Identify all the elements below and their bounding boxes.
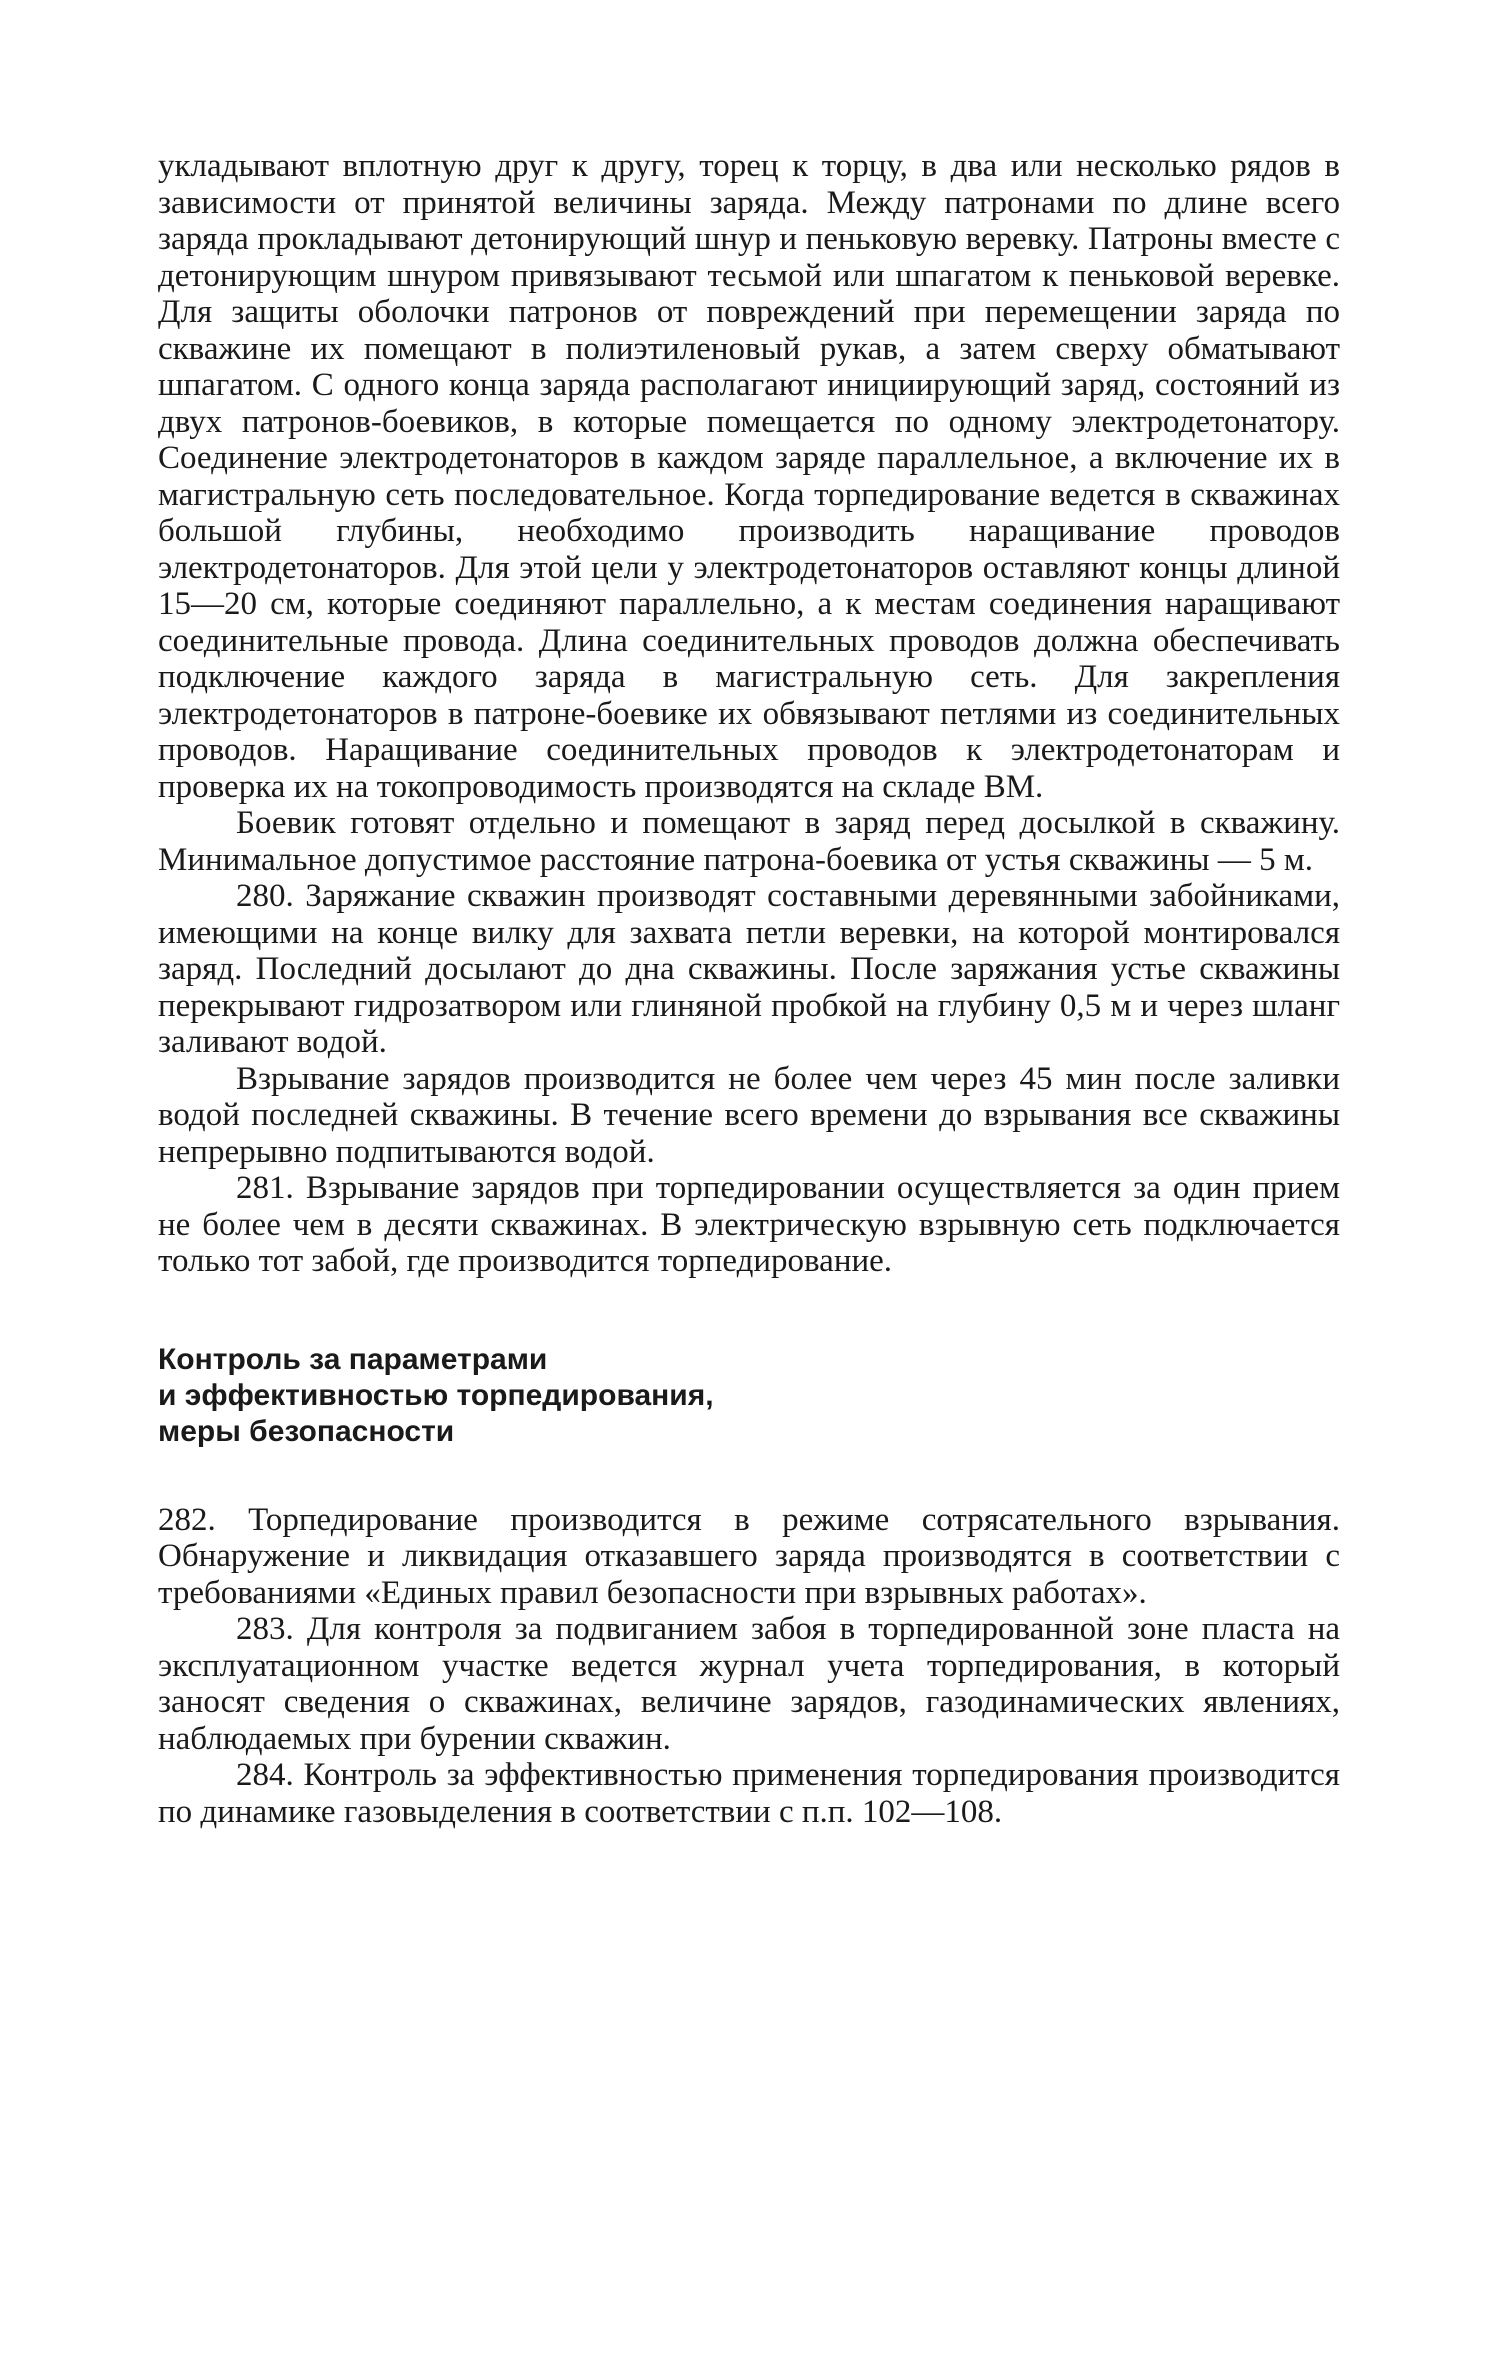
- section-heading: [158, 1342, 1340, 1450]
- paragraph-charge-assembly: укладывают вплотную друг к другу, торец к торцу, в два или несколько рядов в зависимости от принятой величины заряда. Между патронами по длине всего заряда прокладывают детонирующий шнур и пеньковую веревку. Патроны вместе с детонирующим шнуром привязывают тесьмой или шпагатом к пеньковой веревке. Для защиты оболочки патронов от повреждений при перемещении заряда по скважине их помещают в полиэтиленовый рукав, а затем сверху обматывают шпагатом. С одного конца заряда располагают инициирующий заряд, состояний из двух патронов-боевиков, в которые помещается по одному электродетонатору. Соединение электродетонаторов в каждом заряде параллельное, а включение их в магистральную сеть последовательное. Когда торпедирование ведется в скважинах большой глубины, необходимо производить наращивание проводов электродетонаторов. Для этой цели у электродетонаторов оставляют концы длиной 15—20 см, которые соединяют параллельно, а к местам соединения наращивают соединительные провода. Длина соединительных проводов должна обеспечивать подключение каждого заряда в магистральную сеть. Для закрепления электродетонаторов в патроне-боевике их обвязывают петлями из соединительных проводов. Наращивание соединительных проводов к электродетонаторам и проверка их на токопроводимость производятся на складе ВМ.: [158, 148, 1340, 805]
- section-heading-line: меры безопасности: [158, 1414, 455, 1448]
- paragraph-284: 284. Контроль за эффективностью применения торпедирования производится по динамике газовыделения в соответствии с п.п. 102—108.: [158, 1757, 1340, 1830]
- paragraph-283: 283. Для контроля за подвиганием забоя в торпедированной зоне пласта на эксплуатационном участке ведется журнал учета торпедирования, в который заносят сведения о скважинах, величине зарядов, газодинамических явлениях, наблюдаемых при бурении скважин.: [158, 1611, 1340, 1757]
- section-heading-line: и эффективностью торпедирования,: [158, 1378, 714, 1412]
- paragraph-281: 281. Взрывание зарядов при торпедировании осуществляется за один прием не более чем в десяти скважинах. В электрическую взрывную сеть подключается только тот забой, где производится торпедирование.: [158, 1170, 1340, 1279]
- document-page: [158, 148, 1340, 1830]
- paragraph-primer-cartridge: Боевик готовят отдельно и помещают в заряд перед досылкой в скважину. Минимальное допустимое расстояние патрона-боевика от устья скважины — 5 м.: [158, 805, 1340, 878]
- paragraph-282: 282. Торпедирование производится в режиме сотрясательного взрывания. Обнаружение и ликвидация отказавшего заряда производятся в соответствии с требованиями «Единых правил безопасности при взрывных работах».: [158, 1501, 1340, 1611]
- paragraph-blasting-timing: Взрывание зарядов производится не более чем через 45 мин после заливки водой последней скважины. В течение всего времени до взрывания все скважины непрерывно подпитываются водой.: [158, 1060, 1340, 1170]
- section-heading-line: Контроль за параметрами: [158, 1342, 548, 1376]
- paragraph-280: 280. Заряжание скважин производят составными деревянными забойниками, имеющими на конце вилку для захвата петли веревки, на которой монтировался заряд. Последний досылают до дна скважины. После заряжания устье скважины перекрывают гидрозатвором или глиняной пробкой на глубину 0,5 м и через шланг заливают водой.: [158, 878, 1340, 1060]
